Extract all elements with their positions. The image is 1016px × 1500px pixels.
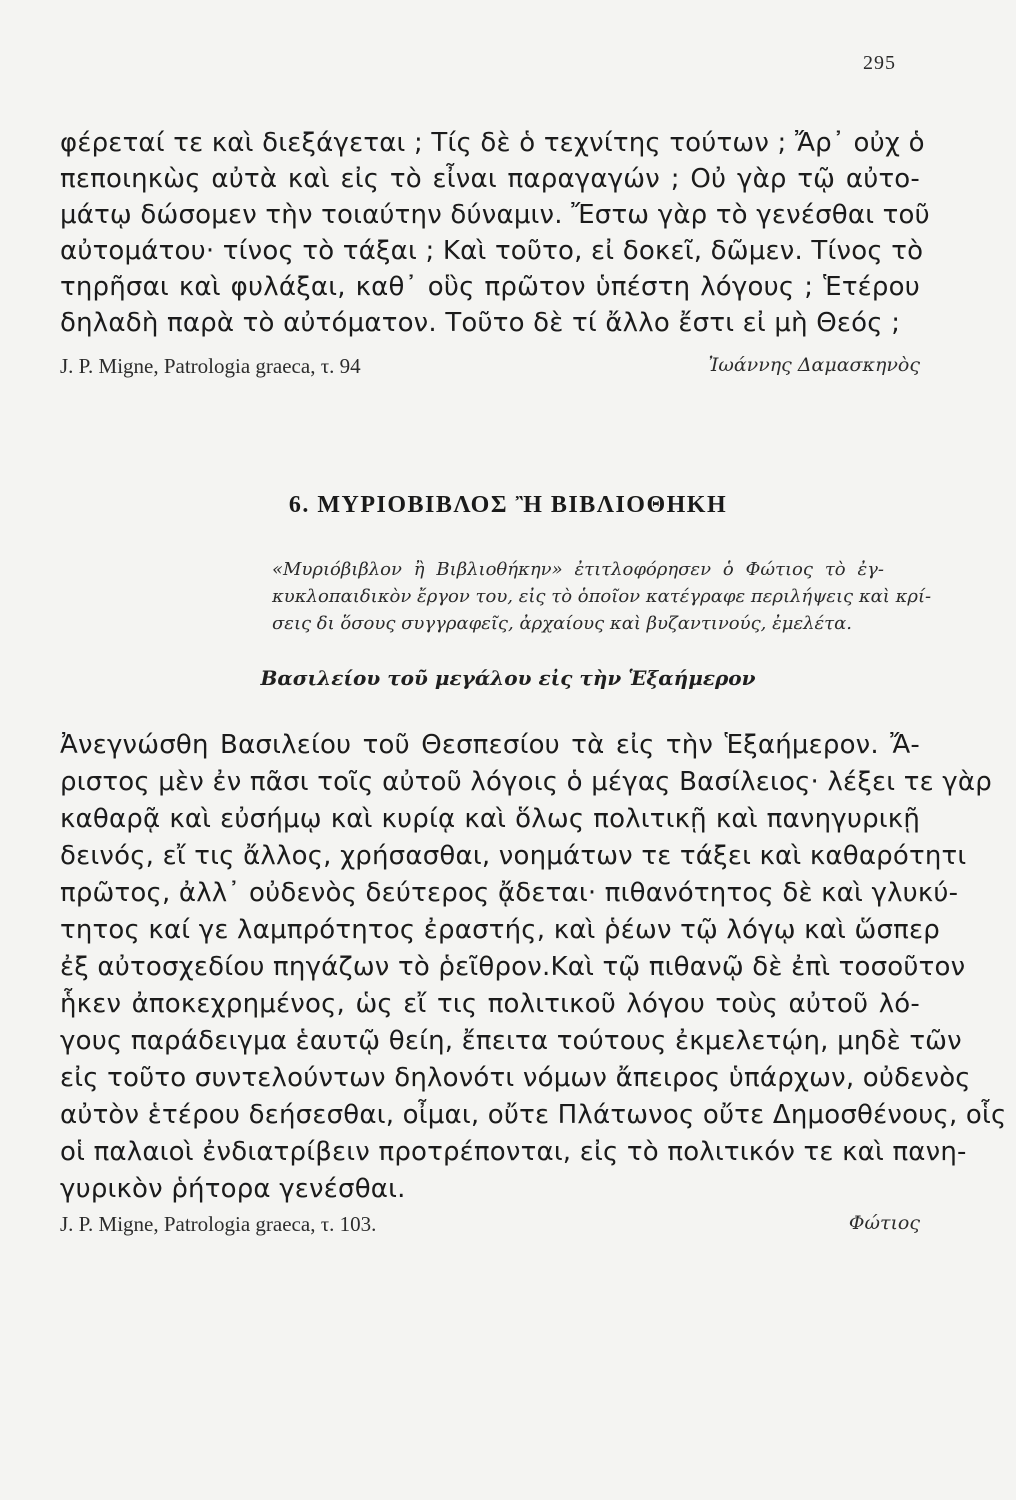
text-line: καθαρᾷ καὶ εὐσήμῳ καὶ κυρίᾳ καὶ ὅλως πολιτικῇ καὶ πανηγυρικῇ (60, 804, 920, 834)
text-line: εἰς τοῦτο συντελούντων δηλονότι νόμων ἄπειρος ὑπάρχων, οὐδενὸς (60, 1063, 971, 1093)
text-line: οἱ παλαιοὶ ἐνδιατρίβειν προτρέπονται, εἰς τὸ πολιτικόν τε καὶ πανη- (60, 1137, 967, 1167)
subheading: Βασιλείου τοῦ μεγάλου εἰς τὴν Ἑξαήμερον (260, 666, 756, 690)
text-line: ριστος μὲν ἐν πᾶσι τοῖς αὐτοῦ λόγοις ὁ μέγας Βασίλειος· λέξει τε γὰρ (60, 767, 992, 797)
text-line: δεινός, εἴ τις ἄλλος, χρήσασθαι, νοημάτων τε τάξει καὶ καθαρότητι (60, 841, 967, 871)
text-line: τητος καί γε λαμπρότητος ἐραστής, καὶ ῥέων τῷ λόγῳ καὶ ὥσπερ (60, 915, 940, 945)
text-line: γυρικὸν ῥήτορα γενέσθαι. (60, 1174, 406, 1204)
text-line: αὐτὸν ἑτέρου δεήσεσθαι, οἶμαι, οὔτε Πλάτωνος οὔτε Δημοσθένους, οἷς (60, 1100, 1007, 1130)
citation-photius (60, 1212, 920, 1237)
text-line: πρῶτος, ἀλλ᾽ οὐδενὸς δεύτερος ᾄδεται· πιθανότητος δὲ καὶ γλυκύ- (60, 878, 959, 908)
intro-line: κυκλοπαιδικὸν ἔργον του, εἰς τὸ ὁποῖον κατέγραφε περιλήψεις καὶ κρί- (272, 586, 932, 607)
citation-author: Ἰωάννης Δαμασκηνὸς (708, 354, 920, 376)
text-line: ἐξ αὐτοσχεδίου πηγάζων τὸ ῥεῖθρον.Καὶ τῷ πιθανῷ δὲ ἐπὶ τοσοῦτον (60, 952, 966, 982)
damascene-passage (60, 125, 930, 341)
text-line: τηρῆσαι καὶ φυλάξαι, καθ᾽ οὓς πρῶτον ὑπέστη λόγους ; Ἑτέρου (60, 272, 920, 302)
page-number: 295 (863, 52, 896, 74)
text-line: ἧκεν ἀποκεχρημένος, ὡς εἴ τις πολιτικοῦ λόγου τοὺς αὐτοῦ λό- (60, 989, 920, 1019)
photius-passage (60, 727, 1007, 1208)
text-line: μάτῳ δώσομεν τὴν τοιαύτην δύναμιν. Ἔστω γὰρ τὸ γενέσθαι τοῦ (60, 200, 930, 230)
intro-line: σεις δι ὅσους συγγραφεῖς, ἀρχαίους καὶ βυζαντινούς, ἐμελέτα. (272, 613, 853, 634)
text-line: αὐτομάτου· τίνος τὸ τάξαι ; Καὶ τοῦτο, εἰ δοκεῖ, δῶμεν. Τίνος τὸ (60, 236, 924, 266)
text-line: φέρεταί τε καὶ διεξάγεται ; Τίς δὲ ὁ τεχνίτης τούτων ; Ἄρ᾽ οὐχ ὁ (60, 128, 925, 158)
text-line: Ἀνεγνώσθη Βασιλείου τοῦ Θεσπεσίου τὰ εἰς τὴν Ἑξαήμερον. Ἄ- (60, 730, 920, 760)
citation-source: J. P. Migne, Patrologia graeca, τ. 94 (60, 354, 361, 378)
text-line: δηλαδὴ παρὰ τὸ αὐτόματον. Τοῦτο δὲ τί ἄλλο ἔστι εἰ μὴ Θεός ; (60, 308, 901, 338)
citation-source: J. P. Migne, Patrologia graeca, τ. 103. (60, 1212, 377, 1236)
citation-damascene (60, 354, 920, 379)
text-line: πεποιηκὼς αὐτὰ καὶ εἰς τὸ εἶναι παραγαγών ; Οὐ γὰρ τῷ αὐτο- (60, 164, 920, 194)
intro-line: «Μυριόβιβλον ἢ Βιβλιοθήκην» ἐτιτλοφόρησεν ὁ Φώτιος τὸ ἐγ- (272, 559, 884, 580)
section-intro (272, 556, 932, 637)
section-heading: 6. ΜΥΡΙΟΒΙΒΛΟΣ Ἢ ΒΙΒΛΙΟΘΗΚΗ (288, 492, 728, 518)
citation-author: Φώτιος (848, 1212, 920, 1234)
text-line: γους παράδειγμα ἑαυτῷ θείη, ἔπειτα τούτους ἐκμελετῴη, μηδὲ τῶν (60, 1026, 962, 1056)
